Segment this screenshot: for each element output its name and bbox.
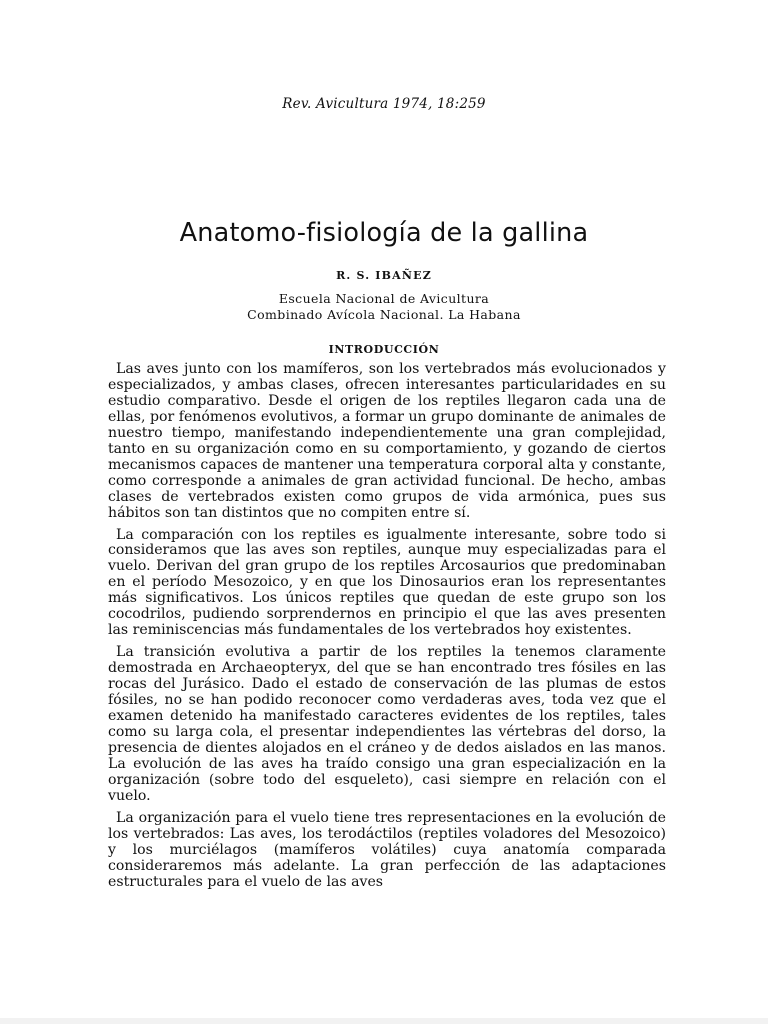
section-heading: INTRODUCCIÓN: [328, 343, 440, 356]
paragraph-4: La organización para el vuelo tiene tres representaciones en la evolución de los vertebrados: Las aves, los terodáctilos (reptiles voladores del Mesozoico) y los murciélagos (mamíferos volátiles) cuya anatomía comparada consideraremos más adelante. La gran perfección de las adaptaciones estructurales para el vuelo de las aves: [108, 809, 666, 890]
author-name: R. S. IBAÑEZ: [336, 269, 432, 282]
article-title: Anatomo-fisiología de la gallina: [179, 218, 589, 248]
body-text: [108, 362, 666, 897]
affiliation-line-1: Escuela Nacional de Avicultura: [278, 291, 490, 306]
affiliation-line-2: Combinado Avícola Nacional. La Habana: [247, 307, 521, 322]
paragraph-1: Las aves junto con los mamíferos, son los vertebrados más evolucionados y especializados, y ambas clases, ofrecen interesantes particularidades en su estudio comparativo. Desde el origen de los reptiles llegaron cada una de ellas, por fenómenos evolutivos, a formar un grupo dominante de animales de nuestro tiempo, manifestando independientemente una gran complejidad, tanto en su organización como en su comportamiento, y gozando de ciertos mecanismos capaces de mantener una temperatura corporal alta y constante, como corresponde a animales de gran actividad funcional. De hecho, ambas clases de vertebrados existen como grupos de vida armónica, pues sus hábitos son tan distintos que no compiten entre sí.: [108, 361, 666, 521]
page-bottom-edge: [0, 1018, 768, 1024]
paragraph-3: La transición evolutiva a partir de los reptiles la tenemos claramente demostrada en Archaeopteryx, del que se han encontrado tres fósiles en las rocas del Jurásico. Dado el estado de conservación de las plumas de estos fósiles, no se han podido reconocer como verdaderas aves, toda vez que el examen detenido ha manifestado caracteres evidentes de los reptiles, tales como su larga cola, el presentar independientes las vértebras del dorso, la presencia de dientes alojados en el cráneo y de dedos aislados en las manos. La evolución de las aves ha traído consigo una gran especialización en la organización (sobre todo del esqueleto), casi siempre en relación con el vuelo.: [108, 644, 666, 804]
running-head: Rev. Avicultura 1974, 18:259: [282, 96, 486, 112]
paragraph-2: La comparación con los reptiles es igualmente interesante, sobre todo si consideramos que las aves son reptiles, aunque muy especializadas para el vuelo. Derivan del gran grupo de los reptiles Arcosaurios que predominaban en el período Mesozoico, y en que los Dinosaurios eran los representantes más significativos. Los únicos reptiles que quedan de este grupo son los cocodrilos, pudiendo sorprendernos en principio el que las aves presenten las reminiscencias más fundamentales de los vertebrados hoy existentes.: [108, 526, 666, 639]
